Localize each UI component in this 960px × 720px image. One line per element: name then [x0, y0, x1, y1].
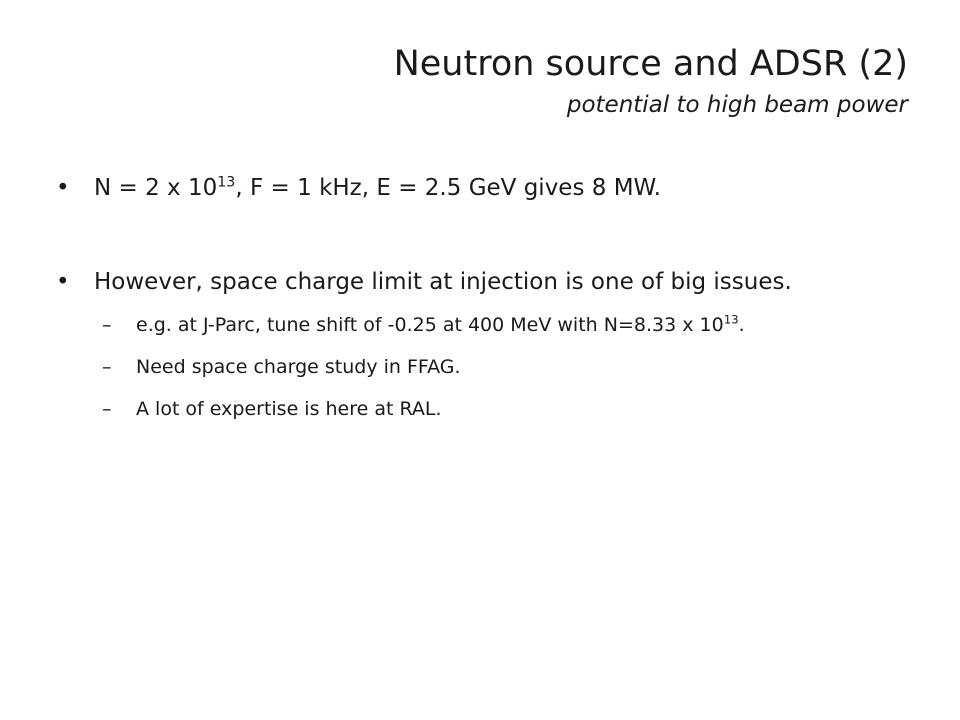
- sub-bullet-text: A lot of expertise is here at RAL.: [136, 398, 442, 420]
- sub-bullet-exponent: 13: [723, 312, 739, 327]
- bullet-exponent: 13: [217, 174, 236, 191]
- sub-bullet-item: [56, 394, 916, 424]
- sub-bullet-text-post: .: [738, 314, 745, 336]
- bullet-icon: •: [56, 269, 70, 295]
- sub-bullet-text: Need space charge study in FFAG.: [136, 356, 461, 378]
- bullet-text: However, space charge limit at injection is one of big issues.: [94, 269, 792, 295]
- sub-bullet-text-pre: e.g. at J-Parc, tune shift of -0.25 at 400 MeV with N=8.33 x 10: [136, 314, 724, 336]
- bullet-text-pre: N = 2 x 10: [94, 175, 218, 201]
- dash-icon: –: [102, 314, 112, 336]
- slide-subtitle: potential to high beam power: [566, 92, 908, 118]
- bullet-icon: •: [56, 175, 70, 201]
- bullet-item: [56, 170, 916, 206]
- dash-icon: –: [102, 356, 112, 378]
- dash-icon: –: [102, 398, 112, 420]
- bullet-item: [56, 264, 916, 300]
- slide-body: [56, 170, 916, 436]
- slide-title: Neutron source and ADSR (2): [393, 44, 908, 84]
- sub-bullet-item: [56, 352, 916, 382]
- title-block: [394, 40, 908, 122]
- bullet-text-post: , F = 1 kHz, E = 2.5 GeV gives 8 MW.: [235, 175, 661, 201]
- sub-bullet-item: [56, 310, 916, 340]
